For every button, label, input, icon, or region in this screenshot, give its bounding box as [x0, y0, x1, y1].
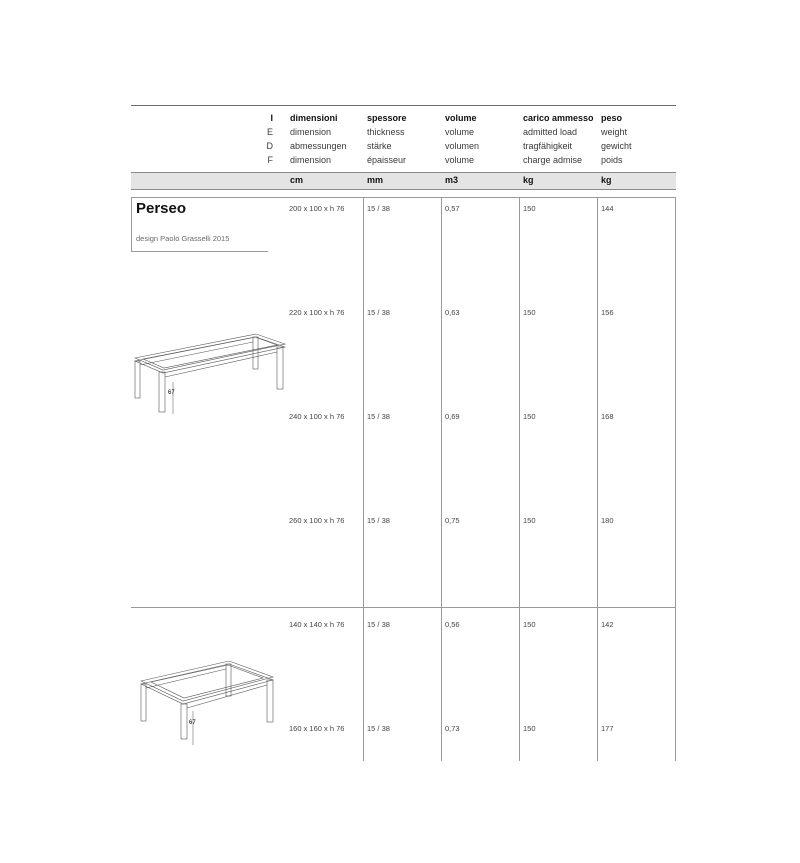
cell-thickness: 15 / 38 — [367, 724, 390, 733]
grid-line — [597, 197, 598, 761]
cell-load: 150 — [523, 412, 536, 421]
rectangular-table-drawing — [131, 330, 291, 420]
header-thickness-de: stärke — [367, 141, 392, 151]
header-weight-de: gewicht — [601, 141, 632, 151]
header-load-fr: charge admise — [523, 155, 583, 165]
cell-load: 150 — [523, 620, 536, 629]
grid-line — [519, 197, 520, 761]
height-dimension-label: 67 — [168, 390, 175, 396]
header-dimensions-it: dimensioni — [290, 113, 338, 123]
cell-dimensions: 220 x 100 x h 76 — [289, 308, 345, 317]
header-thickness-fr: épaisseur — [367, 155, 407, 165]
grid-line — [363, 197, 364, 761]
units-band — [131, 172, 676, 190]
header-weight-fr: poids — [601, 155, 623, 165]
section-divider — [131, 607, 676, 608]
header-dimensions-de: abmessungen — [290, 141, 347, 151]
header-load-it: carico ammesso — [523, 113, 594, 123]
cell-load: 150 — [523, 724, 536, 733]
header-thickness-en: thickness — [367, 127, 405, 137]
cell-thickness: 15 / 38 — [367, 308, 390, 317]
top-rule — [131, 105, 676, 106]
header-weight-en: weight — [601, 127, 628, 137]
cell-weight: 168 — [601, 412, 614, 421]
header-load-en: admitted load — [523, 127, 578, 137]
unit-load: kg — [523, 175, 534, 185]
cell-weight: 144 — [601, 204, 614, 213]
header-volume-de: volumen — [445, 141, 480, 151]
title-box-bottom-border — [131, 251, 268, 252]
cell-weight: 180 — [601, 516, 614, 525]
cell-dimensions: 160 x 160 x h 76 — [289, 724, 345, 733]
grid-line — [441, 197, 442, 761]
cell-weight: 142 — [601, 620, 614, 629]
lang-code-it: I — [270, 113, 273, 123]
cell-load: 150 — [523, 204, 536, 213]
header-dimensions-fr: dimension — [290, 155, 332, 165]
header-thickness-it: spessore — [367, 113, 407, 123]
title-box-top-border — [131, 197, 285, 198]
cell-volume: 0,57 — [445, 204, 460, 213]
grid-line — [285, 197, 676, 198]
cell-dimensions: 260 x 100 x h 76 — [289, 516, 345, 525]
grid-line — [675, 197, 676, 761]
cell-weight: 177 — [601, 724, 614, 733]
header-load-de: tragfähigkeit — [523, 141, 573, 151]
cell-dimensions: 140 x 140 x h 76 — [289, 620, 345, 629]
cell-thickness: 15 / 38 — [367, 412, 390, 421]
unit-volume: m3 — [445, 175, 459, 185]
cell-volume: 0,56 — [445, 620, 460, 629]
cell-volume: 0,75 — [445, 516, 460, 525]
title-box-left-border — [131, 197, 132, 252]
unit-weight: kg — [601, 175, 612, 185]
product-designer: design Paolo Grasselli 2015 — [136, 234, 230, 243]
lang-code-de: D — [266, 141, 273, 151]
header-weight-it: peso — [601, 113, 623, 123]
cell-dimensions: 200 x 100 x h 76 — [289, 204, 345, 213]
header-volume-fr: volume — [445, 155, 475, 165]
cell-thickness: 15 / 38 — [367, 204, 390, 213]
header-volume-en: volume — [445, 127, 475, 137]
square-table-drawing — [131, 655, 291, 750]
cell-dimensions: 240 x 100 x h 76 — [289, 412, 345, 421]
cell-thickness: 15 / 38 — [367, 516, 390, 525]
header-volume-it: volume — [445, 113, 477, 123]
cell-load: 150 — [523, 516, 536, 525]
unit-dimensions: cm — [290, 175, 304, 185]
lang-code-fr: F — [267, 155, 273, 165]
header-dimensions-en: dimension — [290, 127, 332, 137]
unit-thickness: mm — [367, 175, 384, 185]
lang-code-en: E — [266, 127, 273, 137]
cell-load: 150 — [523, 308, 536, 317]
cell-volume: 0,69 — [445, 412, 460, 421]
cell-volume: 0,63 — [445, 308, 460, 317]
product-title: Perseo — [136, 200, 187, 217]
cell-volume: 0,73 — [445, 724, 460, 733]
height-dimension-label: 67 — [189, 720, 196, 726]
cell-weight: 156 — [601, 308, 614, 317]
cell-thickness: 15 / 38 — [367, 620, 390, 629]
